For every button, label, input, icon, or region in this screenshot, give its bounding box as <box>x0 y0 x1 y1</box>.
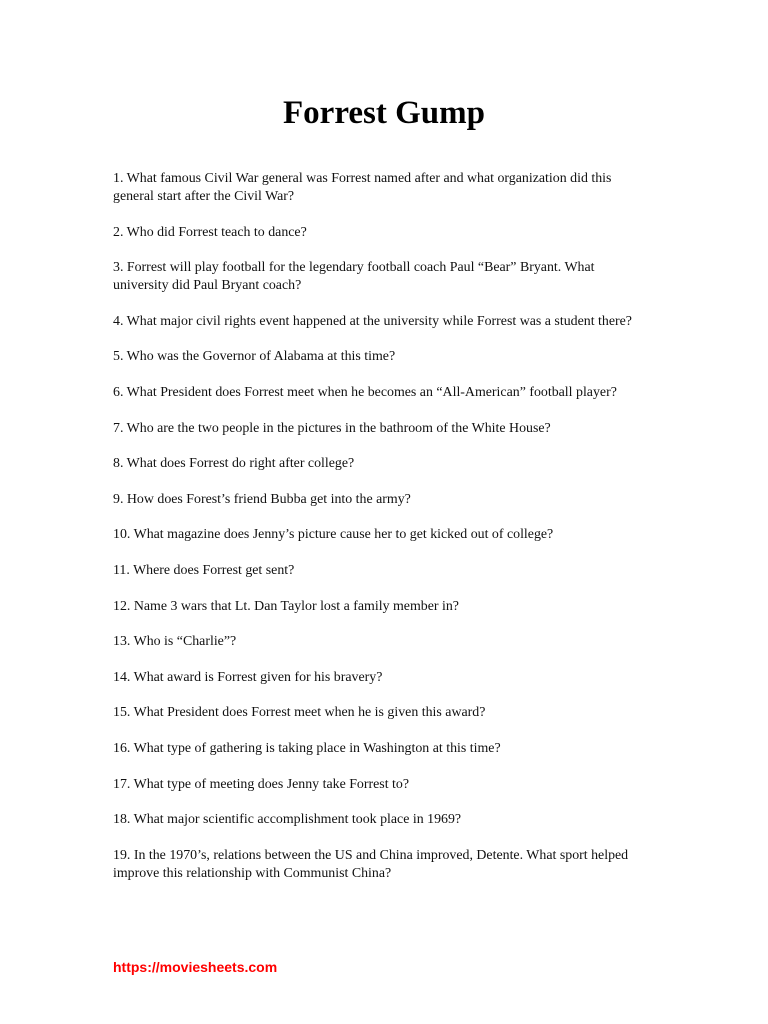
question-item: 16. What type of gathering is taking place in Washington at this time? <box>113 740 501 756</box>
question-item: 2. Who did Forrest teach to dance? <box>113 224 307 240</box>
question-item: 4. What major civil rights event happened at the university while Forrest was a student there? <box>113 313 632 329</box>
question-item: 7. Who are the two people in the pictures in the bathroom of the White House? <box>113 420 551 436</box>
page-title: Forrest Gump <box>283 95 485 131</box>
question-item: 6. What President does Forrest meet when he becomes an “All-American” football player? <box>113 384 617 400</box>
question-item: 14. What award is Forrest given for his bravery? <box>113 669 383 685</box>
question-item: 3. Forrest will play football for the legendary football coach Paul “Bear” Bryant. What university did Paul Bryant coach? <box>113 260 595 294</box>
question-item: 5. Who was the Governor of Alabama at this time? <box>113 349 396 365</box>
question-item: 1. What famous Civil War general was Forrest named after and what organization did this general start after the Civil War? <box>113 171 612 204</box>
question-item: 15. What President does Forrest meet when he is given this award? <box>113 705 486 721</box>
question-item: 12. Name 3 wars that Lt. Dan Taylor lost a family member in? <box>113 598 459 614</box>
website-link[interactable]: https://moviesheets.com <box>113 959 278 975</box>
question-item: 19. In the 1970’s, relations between the US and China improved, Detente. What sport helped improve this relationship with Communist China? <box>113 847 629 881</box>
question-item: 13. Who is “Charlie”? <box>113 634 237 650</box>
question-item: 11. Where does Forrest get sent? <box>113 562 295 578</box>
question-item: 8. What does Forrest do right after college? <box>113 456 355 472</box>
question-item: 9. How does Forest’s friend Bubba get into the army? <box>113 491 411 507</box>
question-item: 17. What type of meeting does Jenny take Forrest to? <box>113 776 410 792</box>
question-list <box>113 170 653 900</box>
question-item: 18. What major scientific accomplishment took place in 1969? <box>113 812 462 828</box>
question-item: 10. What magazine does Jenny’s picture cause her to get kicked out of college? <box>113 527 554 543</box>
